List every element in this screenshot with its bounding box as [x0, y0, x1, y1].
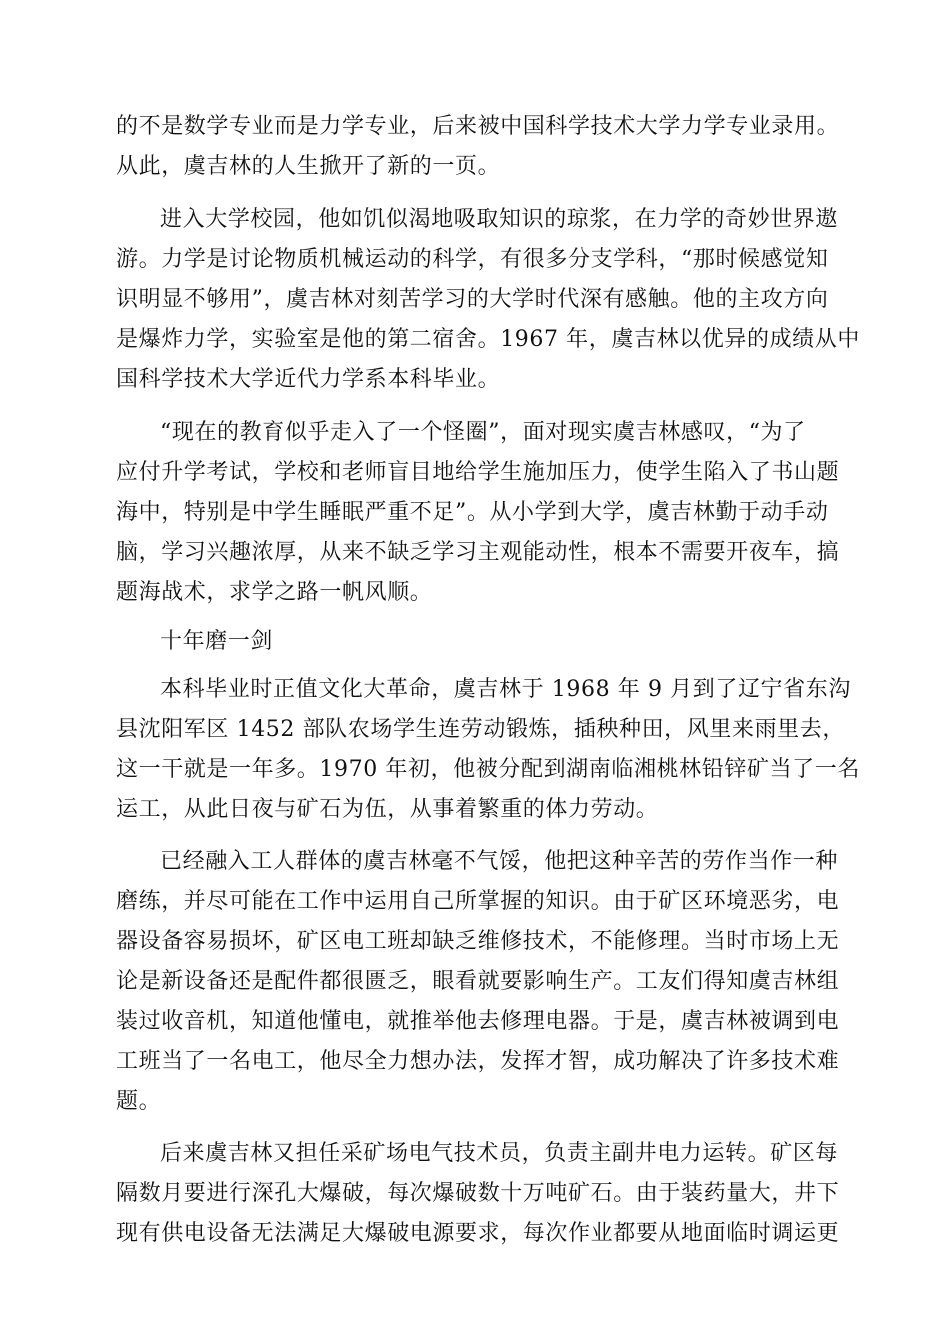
p0-line-1: 的不是数学专业而是力学专业，后来被中国科学技术大学力学专业录用。	[116, 114, 840, 139]
p4-line-5: 装过收音机，知道他懂电，就推举他去修理电器。于是，虞吉林被调到电	[116, 1009, 840, 1034]
p4-line-4: 论是新设备还是配件都很匮乏，眼看就要影响生产。工友们得知虞吉林组	[116, 969, 840, 994]
p1-line-5: 国科学技术大学近代力学系本科毕业。	[116, 367, 501, 392]
p1-line-2: 游。力学是讨论物质机械运动的科学，有很多分支学科，“那时候感觉知	[116, 247, 829, 272]
p1-line-3: 识明显不够用”，虞吉林对刻苦学习的大学时代深有感触。他的主攻方向	[116, 287, 829, 312]
p2-line-4: 脑，学习兴趣浓厚，从来不缺乏学习主观能动性，根本不需要开夜车，搞	[116, 540, 840, 565]
p4-line-7: 题。	[116, 1089, 162, 1114]
p4-line-2: 磨练，并尽可能在工作中运用自己所掌握的知识。由于矿区环境恶劣，电	[116, 889, 840, 914]
p5-line-3: 现有供电设备无法满足大爆破电源要求，每次作业都要从地面临时调运更	[116, 1221, 840, 1246]
p3-line-2: 县沈阳军区 1452 部队农场学生连劳动锻炼，插秧种田，风里来雨里去，	[116, 717, 845, 742]
p3-line-4: 运工，从此日夜与矿石为伍，从事着繁重的体力劳动。	[116, 797, 659, 822]
p1-line-1: 进入大学校园，他如饥似渴地吸取知识的琼浆，在力学的奇妙世界遨	[160, 207, 839, 232]
p4-line-3: 器设备容易损坏，矿区电工班却缺乏维修技术，不能修理。当时市场上无	[116, 929, 840, 954]
p4-line-1: 已经融入工人群体的虞吉林毫不气馁，他把这种辛苦的劳作当作一种	[160, 849, 839, 874]
section-heading: 十年磨一剑	[160, 629, 274, 654]
p5-line-1: 后来虞吉林又担任采矿场电气技术员，负责主副井电力运转。矿区每	[160, 1141, 839, 1166]
p3-line-1: 本科毕业时正值文化大革命，虞吉林于 1968 年 9 月到了辽宁省东沟	[160, 677, 851, 702]
p2-line-2: 应付升学考试，学校和老师盲目地给学生施加压力，使学生陷入了书山题	[116, 460, 840, 485]
p0-line-2: 从此，虞吉林的人生掀开了新的一页。	[116, 154, 501, 179]
p5-line-2: 隔数月要进行深孔大爆破，每次爆破数十万吨矿石。由于装药量大，井下	[116, 1181, 840, 1206]
p4-line-6: 工班当了一名电工，他尽全力想办法，发挥才智，成功解决了许多技术难	[116, 1049, 840, 1074]
p2-line-3: 海中，特别是中学生睡眠严重不足”。从小学到大学，虞吉林勤于动手动	[116, 500, 829, 525]
p2-line-5: 题海战术，求学之路一帆风顺。	[116, 580, 433, 605]
p2-line-1: “现在的教育似乎走入了一个怪圈”，面对现实虞吉林感叹，“为了	[160, 420, 806, 445]
p1-line-4: 是爆炸力学，实验室是他的第二宿舍。1967 年，虞吉林以优异的成绩从中	[116, 327, 860, 352]
p3-line-3: 这一干就是一年多。1970 年初，他被分配到湖南临湘桃林铅锌矿当了一名	[116, 757, 860, 782]
